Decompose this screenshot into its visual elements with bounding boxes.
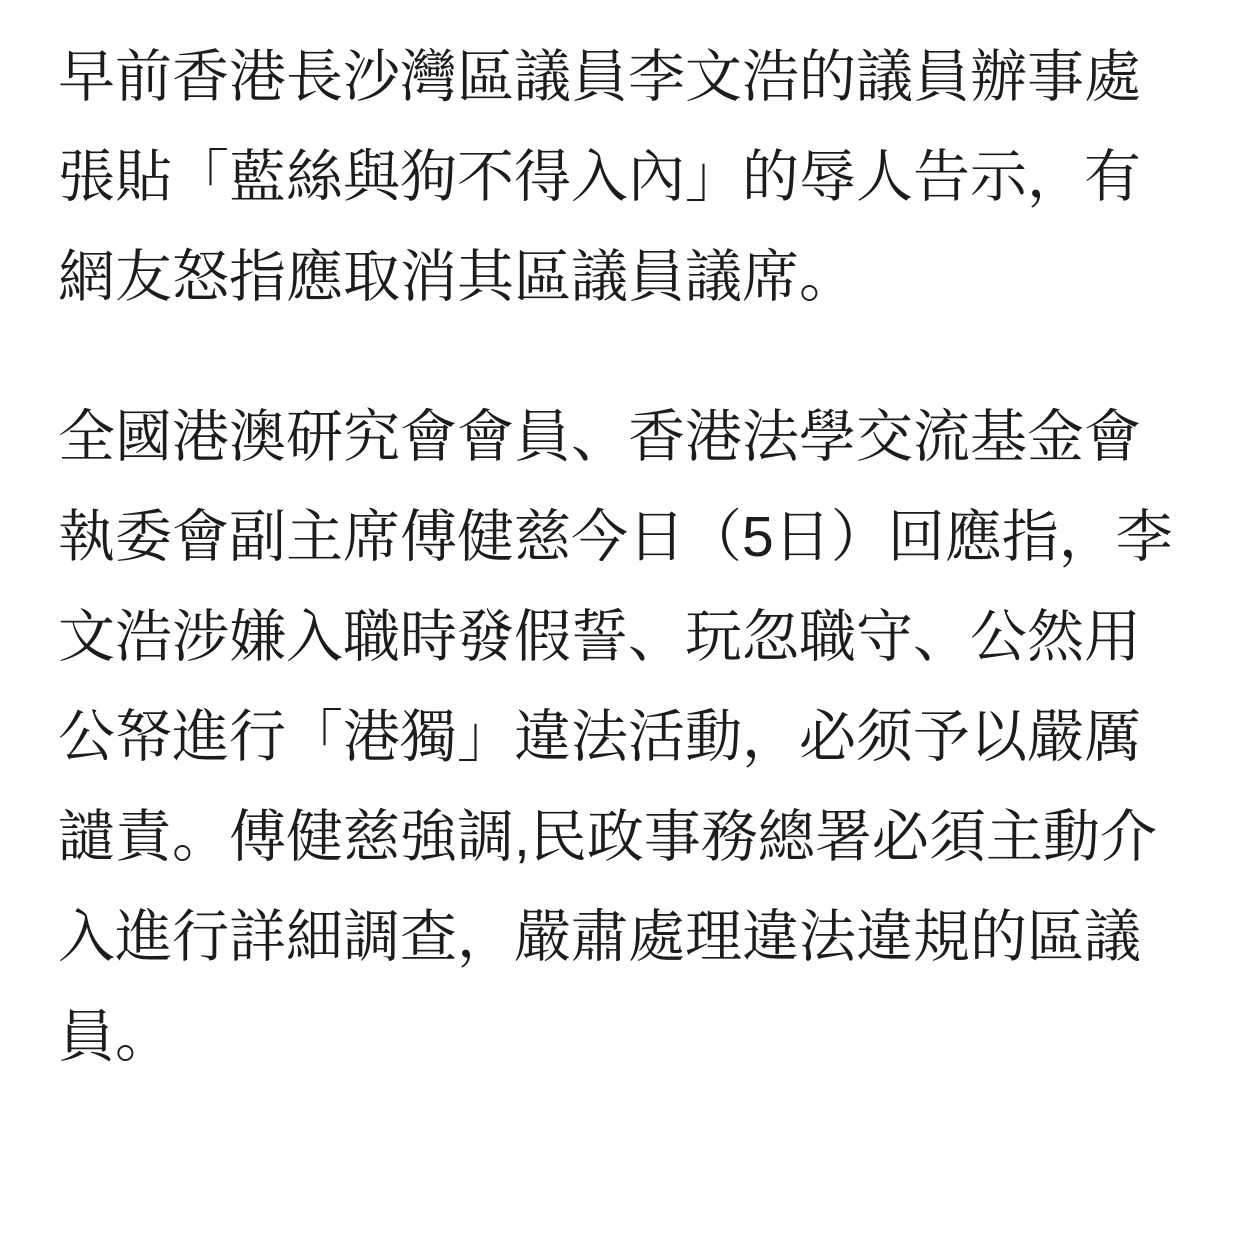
text-line: 網友怒指應取消其區議員議席。 xyxy=(58,245,856,309)
text-line: 員。 xyxy=(58,1005,172,1069)
text-line: 全國港澳研究會會員、香港法學交流基金會 xyxy=(58,405,1141,469)
text-line: 文浩涉嫌入職時發假誓、玩忽職守、公然用 xyxy=(58,605,1141,669)
text-line: 張貼「藍絲與狗不得入內」的辱人告示，有 xyxy=(58,145,1141,209)
text-line: 公帑進行「港獨」違法活動，必须予以嚴厲 xyxy=(58,705,1141,769)
paragraph xyxy=(58,387,1192,1087)
text-line: 入進行詳細調查，嚴肅處理違法違規的區議 xyxy=(58,905,1141,969)
text-line: 譴責。傅健慈強調,民政事務總署必須主動介 xyxy=(58,805,1157,869)
text-line: 執委會副主席傅健慈今日（5日）回應指，李 xyxy=(58,505,1173,569)
paragraph xyxy=(58,27,1192,327)
text-line: 早前香港長沙灣區議員李文浩的議員辦事處 xyxy=(58,45,1141,109)
